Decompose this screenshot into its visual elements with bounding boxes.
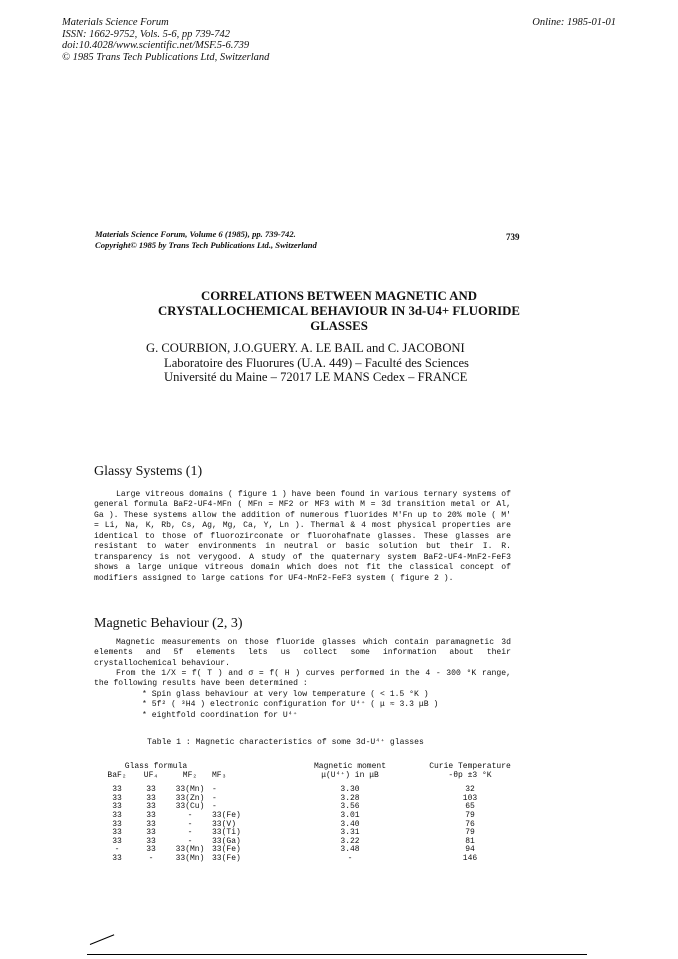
cell-curie: 76 [465, 819, 475, 829]
header-curie-unit: -θp ±3 °K [448, 770, 492, 780]
cell-baf2: 33 [112, 785, 122, 795]
cell-curie: 79 [465, 810, 475, 820]
cell-mf3: - [212, 785, 217, 795]
footer-stroke [90, 934, 114, 945]
section-heading-magnetic-behaviour: Magnetic Behaviour (2, 3) [94, 616, 243, 631]
cell-mf3: 33(V) [212, 819, 237, 829]
cell-baf2: 33 [112, 810, 122, 820]
title-line-1: CORRELATIONS BETWEEN MAGNETIC AND [200, 289, 477, 303]
magnetic-characteristics-table [100, 763, 530, 864]
cell-moment: 3.01 [340, 810, 360, 820]
list-item: * 5f² ( ³H4 ) electronic configuration for U⁴⁺ ( μ ≈ 3.3 μB ) [142, 700, 439, 710]
cell-mf2: 33(Cu) [175, 802, 205, 812]
author-list: G. COURBION, J.O.GUERY. A. LE BAIL and C. JACOBONI [146, 341, 465, 355]
cell-uf4: 33 [146, 836, 156, 846]
cell-mf2: - [187, 836, 193, 846]
cell-moment: - [347, 853, 353, 863]
cell-mf3: 33(Fe) [212, 810, 241, 820]
cell-mf2: 33(Mn) [175, 845, 205, 855]
cell-uf4: 33 [146, 802, 156, 812]
cell-uf4: - [148, 853, 154, 863]
cell-moment: 3.56 [340, 802, 360, 812]
section-heading-glassy-systems: Glassy Systems (1) [94, 464, 203, 479]
cell-moment: 3.40 [340, 819, 360, 829]
journal-copyright-line: Copyright© 1985 by Trans Tech Publications Ltd., Switzerland [95, 239, 317, 250]
cell-mf2: - [187, 810, 193, 820]
cell-mf2: 33(Mn) [175, 785, 205, 795]
cell-mf2: 33(Zn) [175, 793, 205, 803]
cell-curie: 79 [465, 828, 475, 838]
cell-baf2: - [114, 845, 120, 855]
cell-curie: 103 [462, 793, 478, 803]
cell-mf2: 33(Mn) [175, 853, 205, 863]
cell-uf4: 33 [146, 785, 156, 795]
cell-mf3: 33(Fe) [212, 845, 241, 855]
cell-curie: 81 [465, 836, 475, 846]
header-uf4: UF₄ [143, 770, 159, 780]
cell-curie: 94 [465, 845, 475, 855]
header-moment-unit: μ(U⁴⁺) in μB [321, 770, 379, 780]
journal-volume-line: Materials Science Forum, Volume 6 (1985), pp. 739-742. [95, 229, 296, 239]
cell-curie: 146 [462, 853, 478, 863]
header-doi: doi:10.4028/www.scientific.net/MSF.5-6.739 [62, 40, 250, 52]
paper-title [90, 289, 588, 333]
header-journal: Materials Science Forum [62, 17, 169, 28]
page-number: 739 [506, 232, 520, 242]
paragraph-text: Large vitreous domains ( figure 1 ) have been found in various ternary systems of general formula BaF2-UF4-MFn ( MFn = MF2 or MF3 with M = 3d transition metal or Al, Ga ). These systems allow the addition of numerous fluorides M'Fn up to 20% mole ( M' = Li, Na, K, Rb, Cs, Ag, Mg, Ca, Y, Ln ). Thermal & 4 most physical properties are identical to those of fluorozirconate or fluorohafnate glasses. These glasses are resistant to water environments in neutral or basic solution but their I. R. transparency is not verygood. A study of the quaternary system BaF2-UF4-MnF2-FeF3 shows a large unique vitreous domain which does not fit the classical concept of modifiers assigned to large cations for UF4-MnF2-FeF3 system ( figure 2 ). [94, 490, 511, 583]
cell-uf4: 33 [146, 810, 156, 820]
cell-moment: 3.30 [340, 785, 360, 795]
cell-uf4: 33 [146, 793, 156, 803]
table-row [100, 855, 530, 864]
cell-baf2: 33 [112, 836, 122, 846]
list-item: * Spin glass behaviour at very low temperature ( < 1.5 °K ) [142, 690, 429, 699]
header-mf3: MF₃ [212, 770, 227, 780]
table-sub-header-row [100, 772, 530, 781]
journal-citation [95, 229, 317, 251]
cell-mf2: - [187, 828, 193, 838]
table-caption: Table 1 : Magnetic characteristics of some 3d-U⁴⁺ glasses [147, 738, 424, 747]
paragraph-text: Magnetic measurements on those fluoride glasses which contain paramagnetic 3d elements and 5f elements lets us collect some information about their crystallochemical behaviour. [94, 638, 511, 668]
header-copyright: © 1985 Trans Tech Publications Ltd, Switzerland [62, 51, 270, 63]
cell-uf4: 33 [146, 845, 156, 855]
cell-baf2: 33 [112, 802, 122, 812]
magnetic-paragraph-2 [94, 669, 511, 690]
affiliation-line-1: Laboratoire des Fluorures (U.A. 449) – Faculté des Sciences [164, 356, 469, 370]
list-item: * eightfold coordination for U⁴⁺ [142, 710, 298, 720]
cell-moment: 3.48 [340, 845, 360, 855]
magnetic-paragraph-1 [94, 638, 511, 669]
cell-baf2: 33 [112, 819, 122, 829]
cell-moment: 3.31 [340, 828, 360, 838]
cell-uf4: 33 [146, 828, 156, 838]
results-list [142, 690, 438, 721]
cell-uf4: 33 [146, 819, 156, 829]
cell-mf3: 33(Ga) [212, 836, 241, 846]
publication-header [62, 17, 269, 63]
online-date: Online: 1985-01-01 [532, 17, 616, 28]
affiliation-line-2: Université du Maine – 72017 LE MANS Cedex – FRANCE [164, 369, 468, 384]
cell-curie: 65 [465, 802, 475, 812]
footer-rule [87, 954, 587, 955]
cell-mf3: - [212, 793, 217, 803]
cell-moment: 3.28 [340, 793, 360, 803]
cell-baf2: 33 [112, 793, 122, 803]
header-mf2: MF₂ [182, 770, 198, 780]
cell-moment: 3.22 [340, 836, 360, 846]
header-magnetic-moment: Magnetic moment [313, 762, 386, 771]
header-issn: ISSN: 1662-9752, Vols. 5-6, pp 739-742 [62, 28, 230, 40]
title-line-3: GLASSES [310, 318, 368, 333]
cell-baf2: 33 [112, 828, 122, 838]
paragraph-text: From the 1/X = f( T ) and σ = f( H ) curves performed in the 4 - 300 °K range, the following results have been determined : [94, 669, 511, 689]
cell-mf2: - [187, 819, 193, 829]
table-body [100, 786, 530, 863]
header-baf2: BaF₂ [107, 770, 127, 780]
cell-mf3: 33(Fe) [212, 853, 241, 863]
header-glass-formula: Glass formula [124, 762, 188, 771]
cell-baf2: 33 [112, 853, 122, 863]
cell-mf3: - [212, 802, 217, 812]
glassy-systems-paragraph [94, 490, 511, 584]
affiliation [164, 357, 469, 385]
cell-mf3: 33(Ti) [212, 828, 241, 838]
header-curie-temperature: Curie Temperature [429, 762, 511, 771]
title-line-2: CRYSTALLOCHEMICAL BEHAVIOUR IN 3d-U4+ FLUORIDE [158, 303, 520, 318]
cell-curie: 32 [465, 785, 475, 795]
